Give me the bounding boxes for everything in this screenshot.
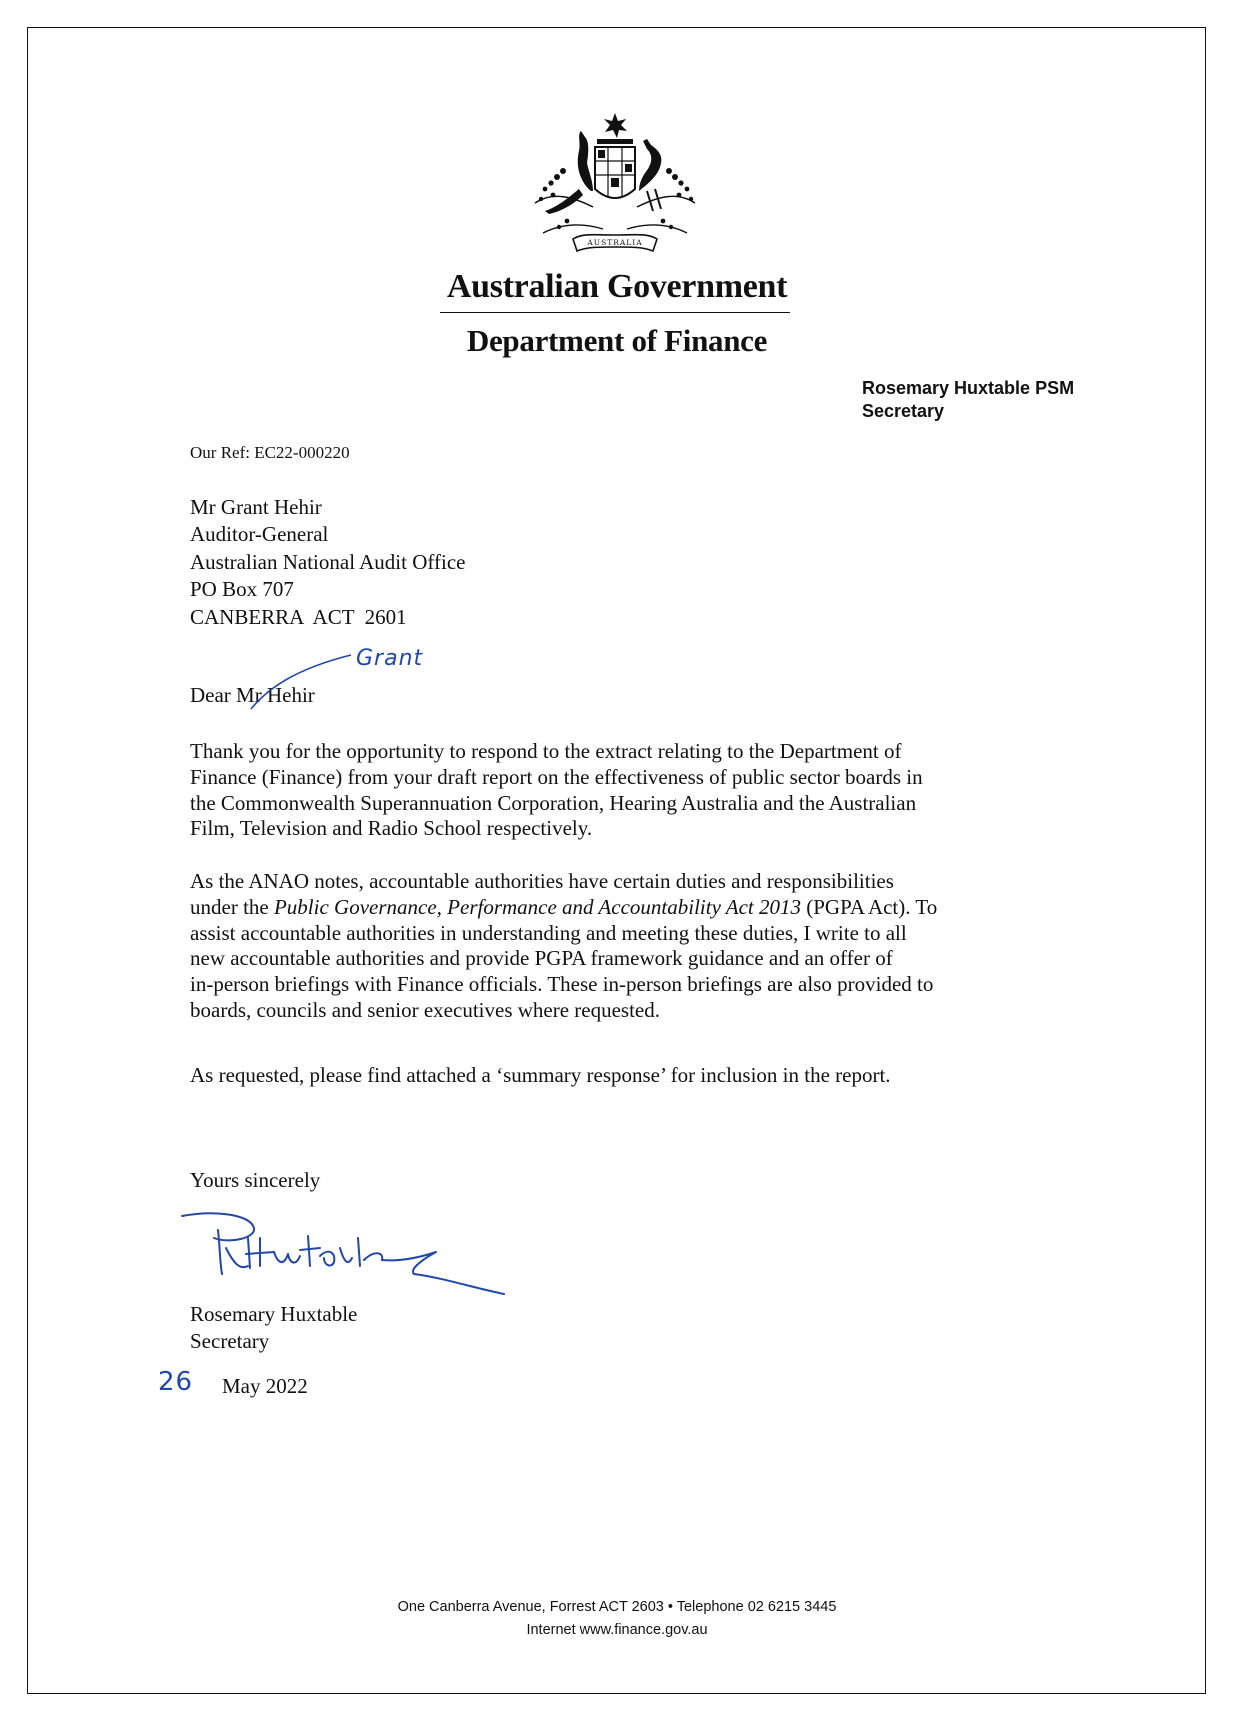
recipient-line: Mr Grant Hehir (190, 495, 322, 519)
recipient-line: Australian National Audit Office (190, 549, 466, 574)
recipient-address (190, 494, 465, 631)
body-line: the Commonwealth Superannuation Corporation, Hearing Australia and the Australian (190, 790, 917, 815)
body-line: Thank you for the opportunity to respond to the extract relating to the Department of (190, 739, 902, 763)
handwritten-strike-icon (247, 651, 357, 711)
body-line: boards, councils and senior executives where requested. (190, 997, 660, 1022)
body-paragraph-2 (190, 869, 1090, 1024)
government-title: Australian Government (446, 268, 788, 305)
date-month-year: May 2022 (222, 1374, 308, 1398)
footer-address: One Canberra Avenue, Forrest ACT 2603 • Telephone 02 6215 3445 (397, 1599, 837, 1615)
reference-number: Our Ref: EC22-000220 (190, 443, 350, 462)
recipient-line: CANBERRA ACT 2601 (190, 604, 407, 629)
letterhead-divider (440, 312, 790, 313)
body-paragraph-3 (190, 1063, 1090, 1089)
sender-title: Secretary (862, 401, 945, 421)
handwritten-date-day: 26 (158, 1367, 194, 1397)
sender-name: Rosemary Huxtable PSM (862, 378, 1075, 398)
body-line-with-act-title (190, 895, 1090, 921)
signature-icon (174, 1208, 514, 1300)
recipient-line: Auditor-General (190, 522, 329, 547)
body-line: new accountable authorities and provide PGPA framework guidance and an offer of (190, 946, 893, 971)
closing: Yours sincerely (190, 1168, 321, 1192)
signer-name: Rosemary Huxtable (190, 1302, 358, 1326)
body-line: assist accountable authorities in understanding and meeting these duties, I write to all (190, 920, 907, 945)
signer-block (190, 1301, 357, 1355)
body-text: under the (190, 894, 274, 919)
department-title: Department of Finance (466, 323, 768, 358)
crest-banner-text: AUSTRALIA (587, 238, 643, 247)
body-line: Film, Television and Radio School respectively. (190, 816, 593, 841)
body-paragraph-1 (190, 739, 1090, 842)
footer-website: Internet www.finance.gov.au (526, 1622, 708, 1638)
act-title: Public Governance, Performance and Accountability Act 2013 (273, 894, 801, 919)
recipient-line: PO Box 707 (190, 577, 294, 602)
handwritten-name-correction: Grant (356, 646, 424, 671)
body-line: in-person briefings with Finance officials. These in-person briefings are also provided to (190, 972, 934, 997)
salutation-prefix: Dear Mr (190, 683, 267, 707)
body-line: Finance (Finance) from your draft report on the effectiveness of public sector boards in (190, 764, 923, 789)
salutation-name: Hehir (266, 683, 315, 707)
coat-of-arms-icon (523, 111, 707, 261)
signer-title: Secretary (190, 1329, 270, 1353)
body-line: As the ANAO notes, accountable authorities have certain duties and responsibilities (190, 869, 894, 893)
body-text: (PGPA Act). To (801, 894, 938, 919)
body-line: As requested, please find attached a ‘summary response’ for inclusion in the report. (190, 1063, 891, 1087)
